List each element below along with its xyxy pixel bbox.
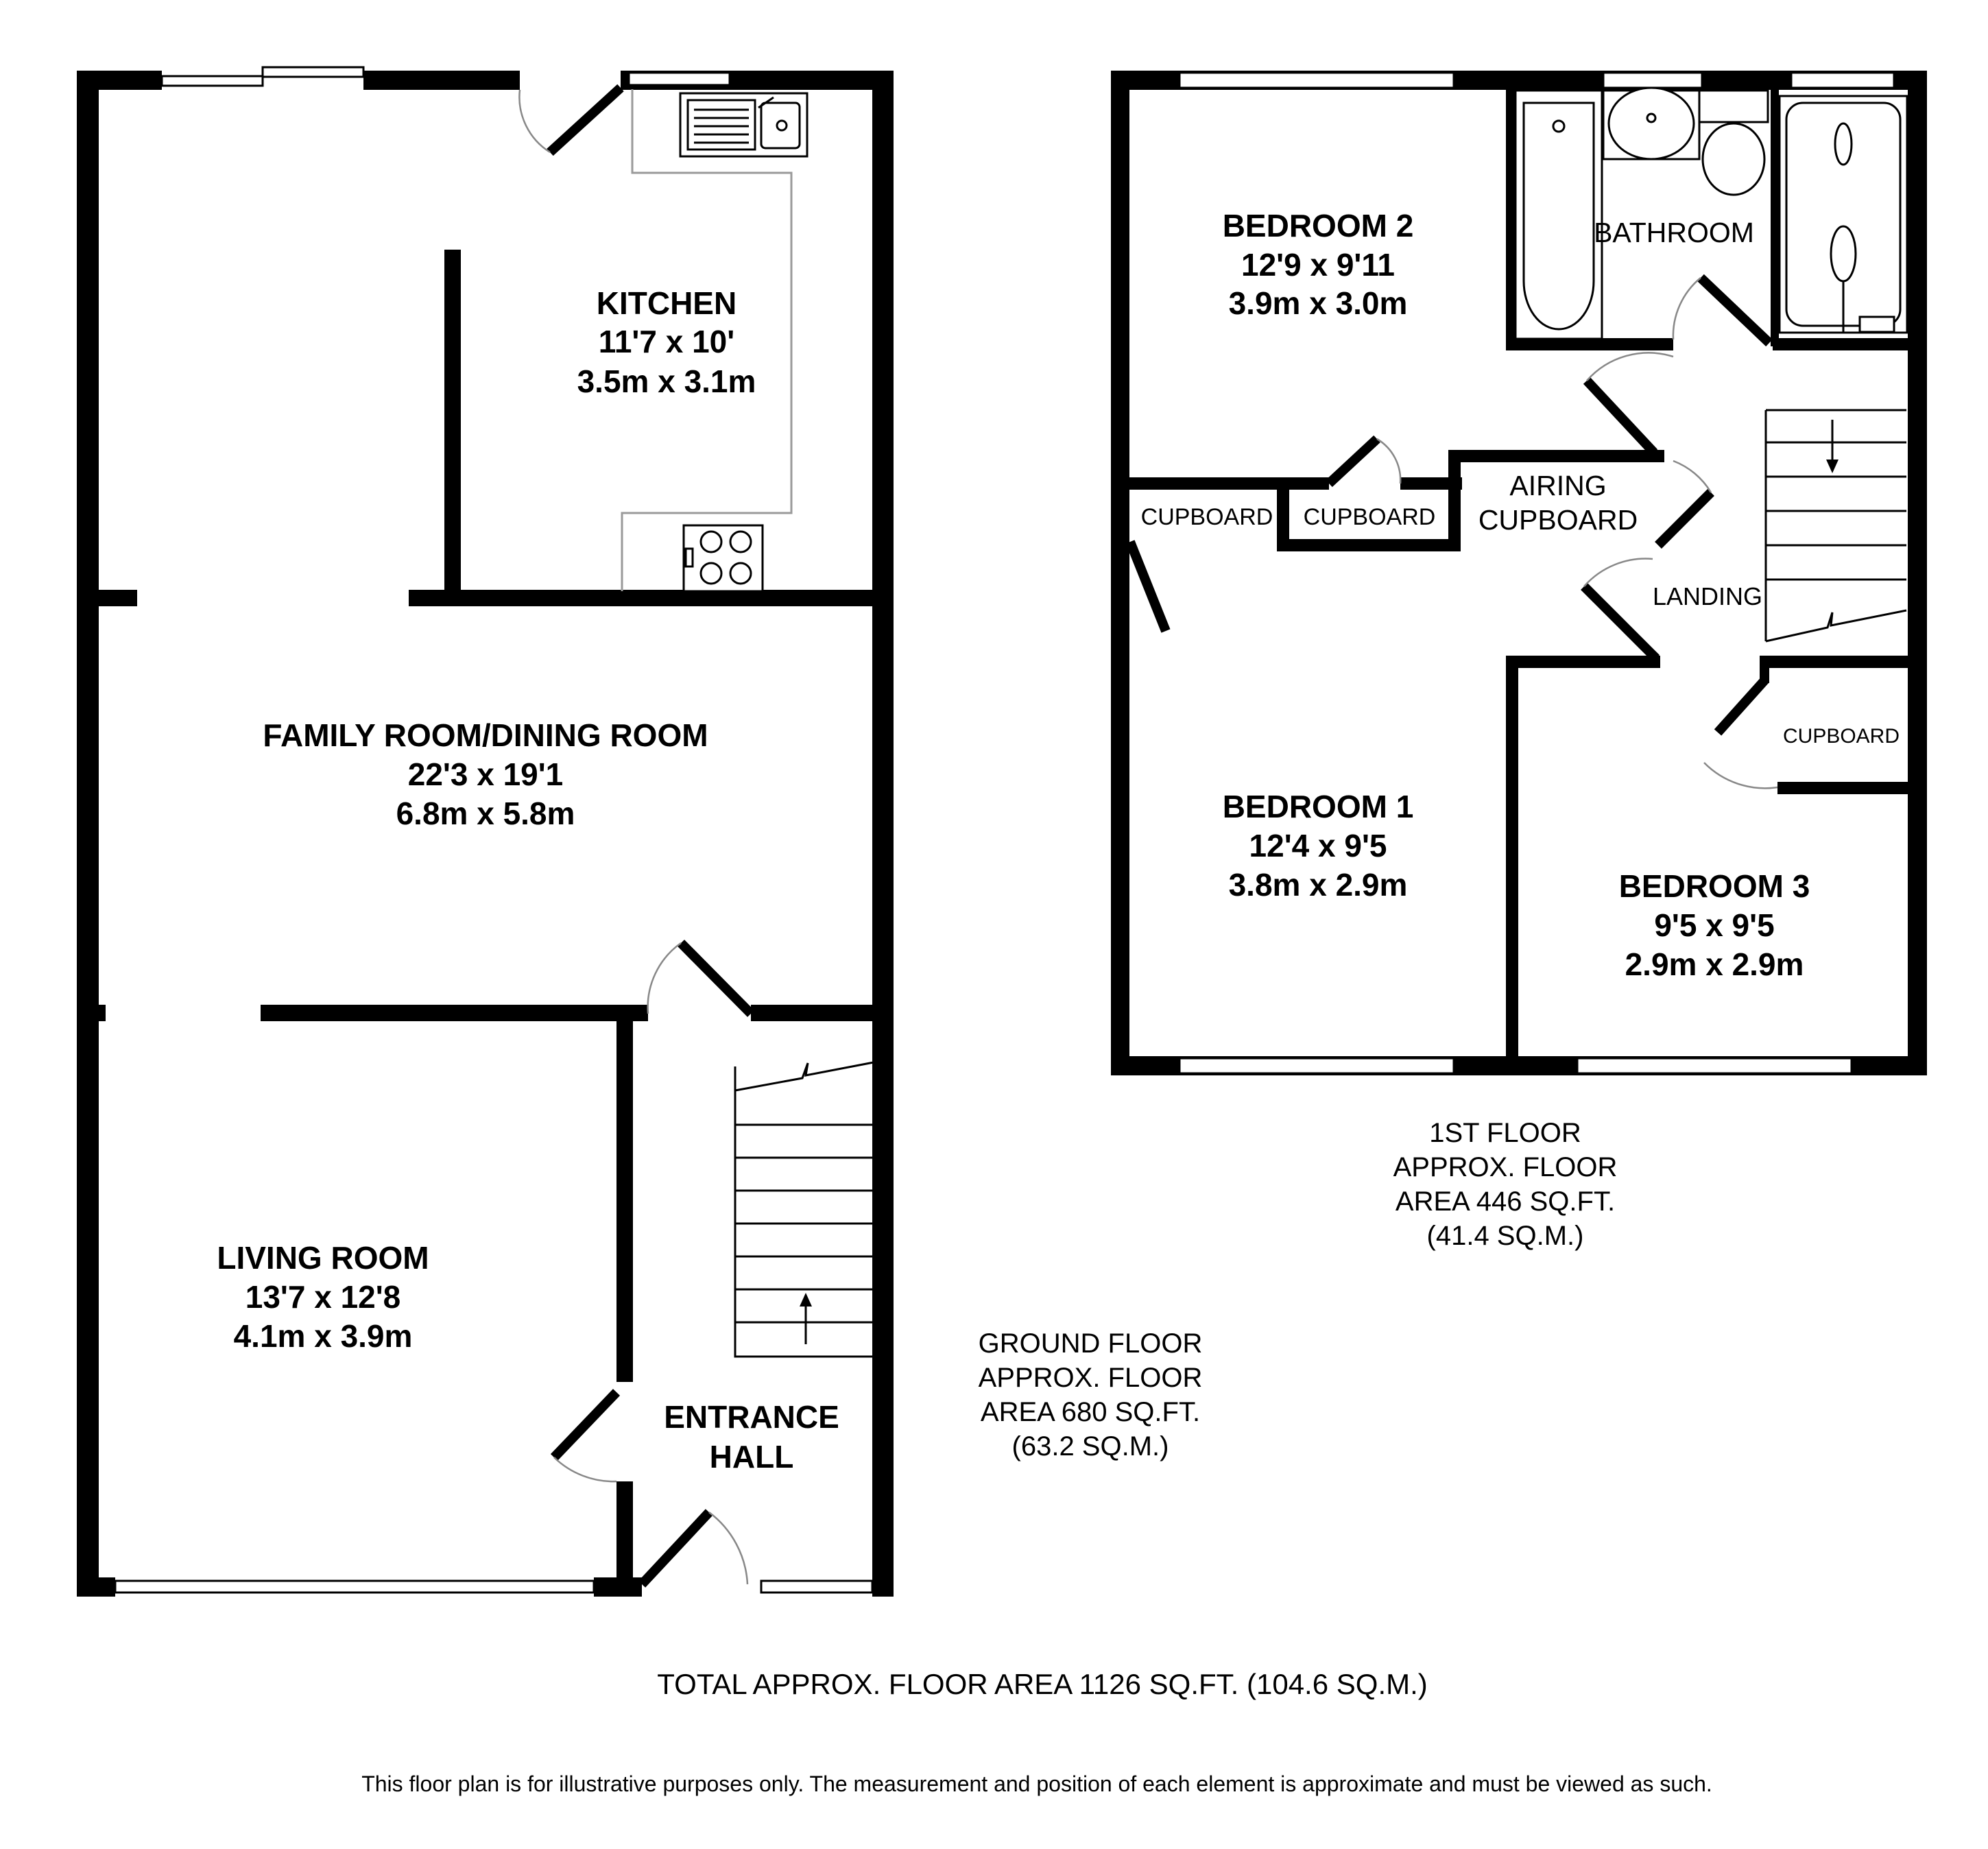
airing-cupboard-name-line2: CUPBOARD [1478, 504, 1638, 536]
first-floor-area-line3: AREA 446 SQ.FT. [1395, 1186, 1616, 1217]
bedroom3-metric: 2.9m x 2.9m [1625, 946, 1804, 982]
living-room-name: LIVING ROOM [217, 1240, 429, 1276]
cupboard2-name: CUPBOARD [1303, 504, 1436, 530]
stairs-up-arrow-icon [800, 1293, 812, 1344]
bedroom1-imperial: 12'4 x 9'5 [1249, 828, 1387, 863]
bedroom2-name: BEDROOM 2 [1222, 208, 1414, 243]
first-floor-plan [1111, 71, 1927, 1251]
bedroom2-imperial: 12'9 x 9'11 [1241, 247, 1395, 283]
family-room-imperial: 22'3 x 19'1 [407, 756, 564, 792]
first-floor-area-line1: 1ST FLOOR [1429, 1118, 1581, 1148]
sink-icon [680, 93, 807, 156]
airing-cupboard-name-line1: AIRING [1509, 470, 1607, 501]
bedroom1-metric: 3.8m x 2.9m [1228, 867, 1408, 903]
ground-floor-area-line2: APPROX. FLOOR [978, 1363, 1203, 1393]
bedroom3-imperial: 9'5 x 9'5 [1654, 907, 1775, 943]
bedroom1-name: BEDROOM 1 [1222, 789, 1414, 824]
bathroom-name: BATHROOM [1594, 217, 1754, 248]
stairs-down-arrow-icon [1826, 420, 1839, 473]
family-room-name: FAMILY ROOM/DINING ROOM [263, 717, 708, 753]
ground-floor-walls [77, 71, 894, 1597]
first-floor-area-line4: (41.4 SQ.M.) [1426, 1221, 1584, 1251]
landing-name: LANDING [1652, 582, 1763, 610]
ground-floor-stairs [735, 1062, 874, 1357]
ground-floor-area-note [979, 1328, 1203, 1462]
first-floor-area-note [1393, 1118, 1618, 1251]
first-floor-area-line2: APPROX. FLOOR [1393, 1152, 1618, 1182]
ground-floor-area-line4: (63.2 SQ.M.) [1011, 1431, 1169, 1462]
kitchen-metric: 3.5m x 3.1m [577, 363, 756, 399]
ground-floor-plan [77, 67, 1202, 1597]
ground-floor-room-labels [217, 285, 839, 1475]
bedroom3-name: BEDROOM 3 [1618, 868, 1810, 904]
total-area-text: TOTAL APPROX. FLOOR AREA 1126 SQ.FT. (104.6 SQ.M.) [657, 1668, 1428, 1700]
living-room-metric: 4.1m x 3.9m [233, 1318, 413, 1354]
shower-icon [1780, 96, 1907, 333]
hob-icon [684, 525, 763, 591]
entrance-hall-name-line1: ENTRANCE [664, 1399, 839, 1435]
cupboard3-name: CUPBOARD [1782, 725, 1900, 748]
washbasin-icon [1603, 88, 1699, 159]
bedroom2-metric: 3.9m x 3.0m [1228, 285, 1408, 321]
toilet-icon [1699, 91, 1768, 195]
ground-floor-area-line3: AREA 680 SQ.FT. [980, 1397, 1201, 1427]
living-room-imperial: 13'7 x 12'8 [245, 1279, 401, 1315]
bathroom-fittings [1516, 88, 1907, 339]
ground-floor-area-line1: GROUND FLOOR [978, 1328, 1203, 1359]
disclaimer-text: This floor plan is for illustrative purposes only. The measurement and position of each element is approximate and must be viewed as such. [361, 1772, 1712, 1796]
cupboard1-name: CUPBOARD [1140, 504, 1273, 530]
family-room-metric: 6.8m x 5.8m [396, 796, 575, 831]
bathtub-icon [1516, 91, 1602, 339]
kitchen-name: KITCHEN [596, 285, 737, 321]
kitchen-imperial: 11'7 x 10' [598, 324, 735, 359]
entrance-hall-name-line2: HALL [709, 1439, 794, 1475]
first-floor-stairs [1766, 410, 1906, 641]
